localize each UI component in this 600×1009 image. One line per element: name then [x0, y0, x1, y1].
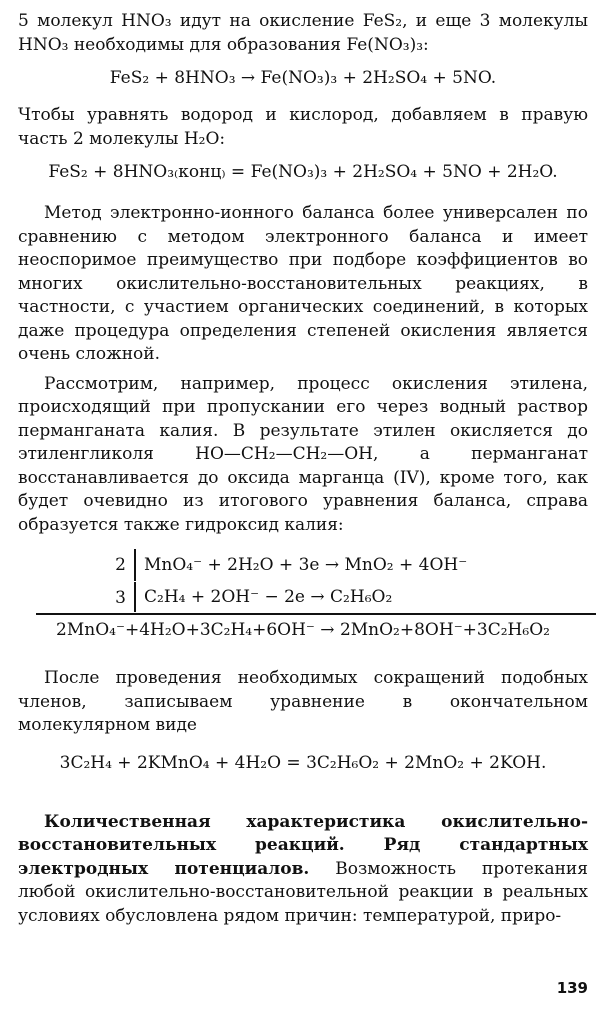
paragraph-quantitative [18, 811, 588, 929]
half-reaction-balance [18, 549, 588, 643]
half-reaction-row [18, 549, 588, 581]
half-reaction-reduction: MnO₄⁻ + 2H₂O + 3e → MnO₂ + 4OH⁻ [144, 555, 468, 575]
paragraph-balance-h-o: Чтобы уравнять водород и кислород, добавляем в правую часть 2 молекулы H₂O: [18, 105, 588, 149]
balance-coefficient: 2 [18, 549, 136, 581]
half-reaction-row [18, 581, 588, 613]
equation-fes2-balanced: FeS₂ + 8HNO₃₍конц₎ = Fe(NO₃)₃ + 2H₂SO₄ + 5NO + 2H₂O. [48, 162, 558, 182]
half-reaction-oxidation: C₂H₄ + 2OH⁻ − 2e → C₂H₆O₂ [144, 587, 393, 607]
balance-divider [36, 613, 596, 615]
balance-coefficient: 3 [18, 582, 136, 612]
section-heading-redox-potentials: Количественная характеристика окислительно-восстановительных реакций. Ряд стандартных электродных потенциалов. [18, 811, 588, 879]
paragraph-quantitative-text: Возможность протекания любой окислительно-восстановительной реакции в реальных условиях обусловлена рядом причин: температурой, приро- [18, 858, 588, 926]
page-number: 139 [556, 979, 588, 997]
paragraph-ethylene-example: Рассмотрим, например, процесс окисления этилена, происходящий при пропускании его через водный раствор перманганата калия. В результате этилен окисляется до этиленгликоля HO—CH₂—CH₂—OH, а перманганат восстанавливается до оксида марганца (IV), кроме того, как будет очевидно из итогового уравнения баланса, справа образуется также гидроксид калия: [18, 373, 588, 535]
paragraph-final-reduction: После проведения необходимых сокращений подобных членов, записываем уравнение в окончательном молекулярном виде [18, 668, 588, 735]
equation-ethylene-molecular: 3C₂H₄ + 2KMnO₄ + 4H₂O = 3C₂H₆O₂ + 2MnO₂ + 2KOH. [59, 752, 547, 773]
ionic-sum-equation: 2MnO₄⁻+4H₂O+3C₂H₄+6OH⁻ → 2MnO₂+8OH⁻+3C₂H₆O₂ [56, 620, 550, 640]
paragraph-ion-electron-method: Метод электронно-ионного баланса более универсален по сравнению с методом электронного баланса и имеет неоспоримое преимущество при подборе коэффициентов во многих окислительно-восстановительных реакциях, в частности, с участием органических соединений, в которых даже процедура определения степеней окисления является очень сложной. [18, 203, 588, 364]
paragraph-hno3-consumption: 5 молекул HNO₃ идут на окисление FeS₂, и еще 3 молекулы HNO₃ необходимы для образования Fe(NO₃)₃: [18, 11, 588, 55]
equation-fes2-hno3: FeS₂ + 8HNO₃ → Fe(NO₃)₃ + 2H₂SO₄ + 5NO. [109, 68, 497, 88]
